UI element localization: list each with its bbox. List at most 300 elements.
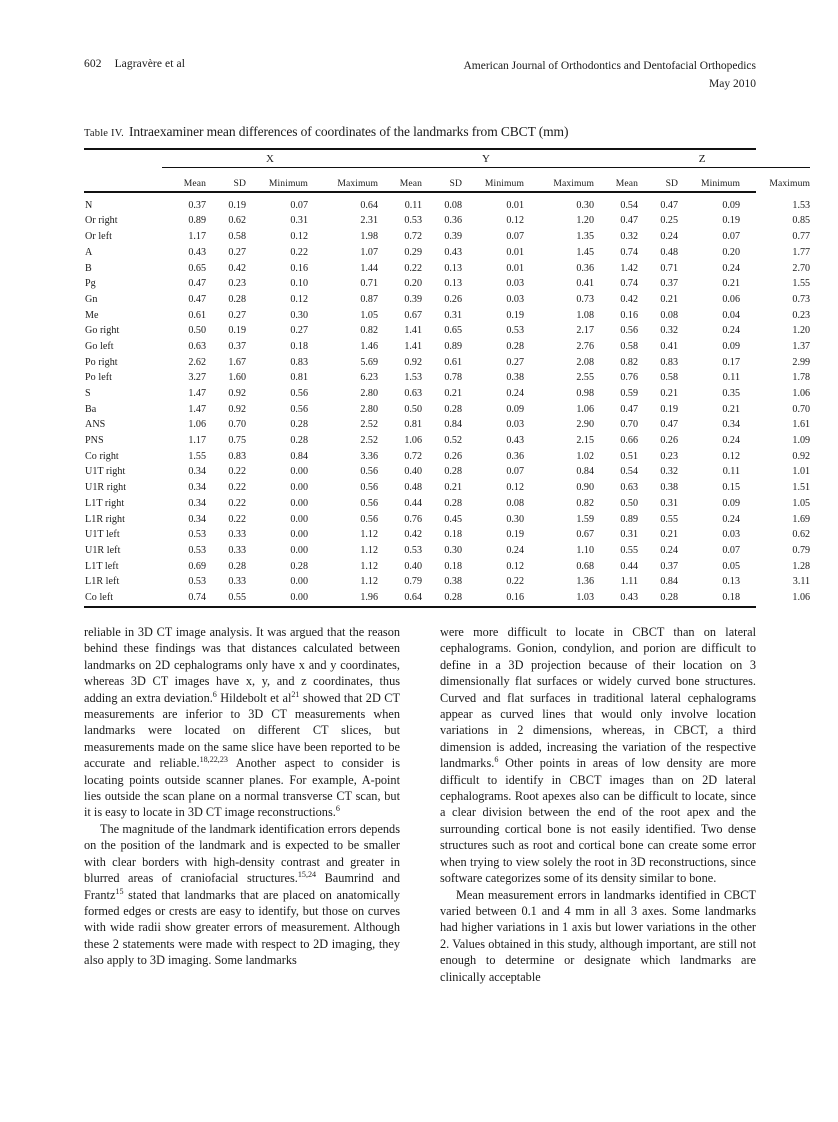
cell-z-minimum: 0.35 <box>722 388 741 400</box>
cell-y-minimum: 0.24 <box>506 388 525 400</box>
cell-y-sd: 0.28 <box>444 497 463 509</box>
cell-x-sd: 0.22 <box>228 513 246 525</box>
cell-x-maximum: 0.71 <box>360 278 379 290</box>
cell-z-maximum: 2.70 <box>792 262 811 274</box>
cell-y-mean: 0.76 <box>404 513 423 525</box>
column-header-y-sd: SD <box>449 178 463 189</box>
cell-y-sd: 0.18 <box>444 529 463 541</box>
cell-y-maximum: 0.36 <box>576 262 595 274</box>
cell-y-mean: 0.39 <box>404 293 423 305</box>
cell-x-minimum: 0.00 <box>290 513 308 525</box>
cell-x-minimum: 0.00 <box>290 576 308 588</box>
cell-x-maximum: 2.80 <box>360 403 379 415</box>
cell-z-mean: 0.58 <box>620 340 639 352</box>
cell-z-minimum: 0.09 <box>722 199 741 211</box>
cell-x-minimum: 0.27 <box>290 325 308 337</box>
cell-y-sd: 0.21 <box>444 388 463 400</box>
cell-y-sd: 0.84 <box>444 419 463 431</box>
cell-z-sd: 0.38 <box>660 482 679 494</box>
landmark-label: L1R left <box>85 576 120 588</box>
cell-y-minimum: 0.03 <box>506 293 525 305</box>
table-row <box>84 541 810 557</box>
cell-y-minimum: 0.22 <box>506 576 525 588</box>
cell-x-maximum: 0.56 <box>360 497 379 509</box>
cell-z-minimum: 0.24 <box>722 513 741 525</box>
cell-y-sd: 0.18 <box>444 560 463 572</box>
cell-x-minimum: 0.18 <box>290 340 308 352</box>
cell-y-minimum: 0.12 <box>506 482 525 494</box>
cell-z-sd: 0.28 <box>660 591 679 603</box>
table-row <box>84 384 810 400</box>
cell-x-sd: 0.33 <box>228 544 246 556</box>
cell-z-minimum: 0.05 <box>722 560 741 572</box>
cell-y-minimum: 0.16 <box>506 591 525 603</box>
cell-z-maximum: 1.51 <box>792 482 811 494</box>
cell-z-mean: 0.44 <box>620 560 639 572</box>
cell-x-minimum: 0.00 <box>290 466 308 478</box>
cell-y-maximum: 2.55 <box>576 372 595 384</box>
cell-x-mean: 0.43 <box>188 246 206 258</box>
landmark-label: Po left <box>85 372 112 384</box>
cell-z-mean: 0.59 <box>620 388 639 400</box>
cell-x-mean: 0.34 <box>188 482 206 494</box>
table-row <box>84 462 810 478</box>
cell-x-sd: 0.27 <box>228 246 246 258</box>
cell-x-sd: 0.37 <box>228 340 246 352</box>
cell-x-maximum: 5.69 <box>360 356 379 368</box>
landmark-label: B <box>85 262 92 274</box>
cell-x-minimum: 0.31 <box>290 215 308 227</box>
cell-y-sd: 0.65 <box>444 325 463 337</box>
cell-x-sd: 0.42 <box>228 262 246 274</box>
cell-z-mean: 0.66 <box>620 435 639 447</box>
lp1-part4: Another aspect to consider is locating points outside scanner planes. For example, A-point lies outside the scan plane on a normal transverse CT scan, but it is easy to locate in 3D CT image reconstructions. <box>84 756 400 820</box>
cell-y-sd: 0.61 <box>444 356 463 368</box>
landmark-label: Co right <box>85 450 119 462</box>
cell-y-maximum: 1.45 <box>576 246 595 258</box>
cell-z-sd: 0.71 <box>660 262 679 274</box>
lp1-part2: Hildebolt et al <box>216 690 292 705</box>
cell-z-minimum: 0.20 <box>722 246 741 258</box>
landmark-label: Me <box>85 309 99 321</box>
cell-y-minimum: 0.36 <box>506 450 525 462</box>
cell-x-sd: 0.28 <box>228 560 246 572</box>
cell-x-maximum: 1.05 <box>360 309 379 321</box>
citation-ref: 15 <box>115 886 124 896</box>
table-row <box>84 509 810 525</box>
cell-z-maximum: 1.09 <box>792 435 811 447</box>
cell-x-maximum: 0.56 <box>360 513 379 525</box>
landmark-label: Or right <box>85 215 118 227</box>
column-header-x-sd: SD <box>233 178 246 189</box>
cell-x-minimum: 0.00 <box>290 544 308 556</box>
cell-x-mean: 0.89 <box>188 215 206 227</box>
running-head-right <box>463 58 756 94</box>
cell-x-mean: 0.53 <box>188 529 206 541</box>
cell-y-mean: 0.48 <box>404 482 423 494</box>
cell-z-sd: 0.47 <box>660 419 679 431</box>
cell-z-maximum: 1.77 <box>792 246 811 258</box>
cell-z-maximum: 1.37 <box>792 340 811 352</box>
cell-y-maximum: 2.90 <box>576 419 595 431</box>
cell-z-sd: 0.19 <box>660 403 679 415</box>
cell-z-maximum: 1.06 <box>792 388 811 400</box>
table-row <box>84 305 810 321</box>
cell-y-maximum: 2.08 <box>576 356 595 368</box>
cell-z-maximum: 1.69 <box>792 513 811 525</box>
column-header-y-maximum: Maximum <box>553 178 595 189</box>
cell-y-minimum: 0.12 <box>506 215 525 227</box>
table-row <box>84 525 810 541</box>
landmark-label: Go left <box>85 340 114 352</box>
cell-z-mean: 0.31 <box>620 529 639 541</box>
cell-z-maximum: 0.62 <box>792 529 811 541</box>
cell-z-mean: 1.11 <box>620 576 639 588</box>
cell-z-minimum: 0.18 <box>722 591 741 603</box>
cell-y-minimum: 0.43 <box>506 435 525 447</box>
cell-y-minimum: 0.19 <box>506 529 525 541</box>
cell-x-mean: 0.50 <box>188 325 206 337</box>
cell-z-maximum: 1.05 <box>792 497 811 509</box>
cell-y-sd: 0.39 <box>444 231 463 243</box>
cell-z-maximum: 0.79 <box>792 544 811 556</box>
cell-x-mean: 1.17 <box>188 231 206 243</box>
cell-x-minimum: 0.56 <box>290 403 308 415</box>
left-paragraph-2 <box>84 821 400 969</box>
cell-z-minimum: 0.12 <box>722 450 741 462</box>
table-title: Intraexaminer mean differences of coordinates of the landmarks from CBCT (mm) <box>128 124 569 139</box>
cell-z-maximum: 1.28 <box>792 560 811 572</box>
cell-y-sd: 0.31 <box>444 309 463 321</box>
cell-x-maximum: 3.36 <box>360 450 379 462</box>
cell-y-mean: 0.79 <box>404 576 423 588</box>
table-group-header-row <box>84 148 810 168</box>
cell-z-mean: 0.50 <box>620 497 639 509</box>
cell-x-maximum: 1.12 <box>360 544 379 556</box>
column-header-z-sd: SD <box>665 178 679 189</box>
cell-z-minimum: 0.11 <box>722 466 741 478</box>
cell-z-maximum: 0.92 <box>792 450 811 462</box>
cell-y-mean: 0.53 <box>404 544 423 556</box>
cell-z-minimum: 0.17 <box>722 356 741 368</box>
cell-x-maximum: 0.87 <box>360 293 379 305</box>
table-top-rule <box>84 148 756 150</box>
landmark-label: Ba <box>85 403 97 415</box>
landmark-label: L1R right <box>85 513 125 525</box>
table-row <box>84 227 810 243</box>
cell-z-sd: 0.58 <box>660 372 679 384</box>
landmark-label: Pg <box>85 278 96 290</box>
cell-z-sd: 0.24 <box>660 544 679 556</box>
cell-y-minimum: 0.53 <box>506 325 525 337</box>
cell-y-minimum: 0.19 <box>506 309 525 321</box>
cell-z-minimum: 0.24 <box>722 262 741 274</box>
table-row <box>84 337 810 353</box>
cell-z-mean: 0.42 <box>620 293 639 305</box>
cell-x-minimum: 0.56 <box>290 388 308 400</box>
cell-x-mean: 1.55 <box>188 450 206 462</box>
cell-x-maximum: 2.31 <box>360 215 379 227</box>
cell-y-maximum: 1.59 <box>576 513 595 525</box>
cell-x-maximum: 2.80 <box>360 388 379 400</box>
cell-y-maximum: 0.68 <box>576 560 595 572</box>
cell-x-mean: 1.17 <box>188 435 206 447</box>
table-row <box>84 193 810 212</box>
cell-x-maximum: 1.44 <box>360 262 379 274</box>
cell-y-maximum: 0.98 <box>576 388 595 400</box>
cell-z-mean: 0.89 <box>620 513 639 525</box>
table-row <box>84 290 810 306</box>
cell-x-sd: 0.62 <box>228 215 246 227</box>
table-row <box>84 478 810 494</box>
cell-x-mean: 2.62 <box>188 356 206 368</box>
cell-y-maximum: 1.06 <box>576 403 595 415</box>
landmark-differences-table <box>84 148 810 608</box>
cell-x-sd: 0.58 <box>228 231 246 243</box>
table-row <box>84 243 810 259</box>
cell-x-mean: 0.53 <box>188 576 206 588</box>
cell-y-mean: 0.40 <box>404 560 423 572</box>
cell-y-maximum: 1.36 <box>576 576 595 588</box>
cell-x-mean: 1.47 <box>188 388 206 400</box>
cell-z-mean: 0.47 <box>620 215 639 227</box>
cell-x-minimum: 0.28 <box>290 435 308 447</box>
cell-x-mean: 1.06 <box>188 419 206 431</box>
cell-x-maximum: 2.52 <box>360 435 379 447</box>
table-row <box>84 588 810 604</box>
cell-x-sd: 0.55 <box>228 591 246 603</box>
cell-z-minimum: 0.34 <box>722 419 741 431</box>
cell-z-mean: 0.43 <box>620 591 639 603</box>
cell-z-sd: 0.21 <box>660 529 679 541</box>
cell-z-maximum: 1.61 <box>792 419 811 431</box>
table-bottom-rule <box>84 603 810 607</box>
cell-y-mean: 0.22 <box>404 262 423 274</box>
landmark-label: Co left <box>85 591 114 603</box>
cell-z-sd: 0.32 <box>660 325 679 337</box>
cell-x-mean: 0.47 <box>188 293 206 305</box>
column-header-z-mean: Mean <box>615 178 639 189</box>
cell-y-mean: 0.50 <box>404 403 423 415</box>
cell-x-mean: 0.34 <box>188 513 206 525</box>
cell-y-maximum: 0.67 <box>576 529 595 541</box>
cell-x-sd: 0.27 <box>228 309 246 321</box>
table-caption <box>84 124 756 140</box>
cell-x-sd: 0.83 <box>228 450 246 462</box>
cell-y-maximum: 1.03 <box>576 591 595 603</box>
landmark-label: N <box>85 199 93 211</box>
cell-z-sd: 0.31 <box>660 497 679 509</box>
cell-x-minimum: 0.84 <box>290 450 308 462</box>
table-bottom-rule-row <box>84 603 810 607</box>
group-header-z: Z <box>594 148 810 168</box>
cell-y-maximum: 1.20 <box>576 215 595 227</box>
cell-z-mean: 1.42 <box>620 262 639 274</box>
cell-z-minimum: 0.06 <box>722 293 741 305</box>
landmark-label: Or left <box>85 231 112 243</box>
cell-y-minimum: 0.28 <box>506 340 525 352</box>
cell-z-maximum: 1.53 <box>792 199 811 211</box>
left-column <box>84 624 400 985</box>
cell-x-minimum: 0.00 <box>290 529 308 541</box>
cell-z-maximum: 0.23 <box>792 309 811 321</box>
cell-x-minimum: 0.00 <box>290 591 308 603</box>
cell-y-sd: 0.28 <box>444 403 463 415</box>
cell-z-mean: 0.74 <box>620 278 639 290</box>
cell-z-maximum: 1.06 <box>792 591 811 603</box>
cell-x-mean: 0.63 <box>188 340 206 352</box>
cell-y-sd: 0.45 <box>444 513 463 525</box>
citation-ref: 6 <box>494 755 499 765</box>
landmark-label: U1R right <box>85 482 127 494</box>
cell-x-mean: 0.74 <box>188 591 206 603</box>
cell-y-sd: 0.13 <box>444 278 463 290</box>
column-header-y-mean: Mean <box>399 178 423 189</box>
cell-x-minimum: 0.22 <box>290 246 308 258</box>
cell-x-maximum: 1.46 <box>360 340 379 352</box>
cell-x-mean: 0.34 <box>188 497 206 509</box>
cell-z-minimum: 0.03 <box>722 529 741 541</box>
lp1-part3: showed that 2D CT measurements are inferior to 3D CT measurements when landmarks were located on different CT slices, but measurements made on the same slice have been reported to be accurate and reliable. <box>84 690 400 771</box>
cell-z-mean: 0.55 <box>620 544 639 556</box>
cell-y-sd: 0.52 <box>444 435 463 447</box>
cell-z-sd: 0.55 <box>660 513 679 525</box>
cell-x-maximum: 0.82 <box>360 325 379 337</box>
cell-y-sd: 0.13 <box>444 262 463 274</box>
cell-y-minimum: 0.07 <box>506 231 525 243</box>
cell-x-mean: 3.27 <box>188 372 206 384</box>
cell-y-sd: 0.28 <box>444 466 463 478</box>
cell-x-sd: 0.28 <box>228 293 246 305</box>
cell-y-maximum: 0.30 <box>576 199 595 211</box>
cell-y-mean: 0.53 <box>404 215 423 227</box>
cell-y-maximum: 0.73 <box>576 293 595 305</box>
cell-x-mean: 0.65 <box>188 262 206 274</box>
cell-x-sd: 0.22 <box>228 497 246 509</box>
cell-y-mean: 0.72 <box>404 231 423 243</box>
cell-y-mean: 0.20 <box>404 278 423 290</box>
cell-y-minimum: 0.24 <box>506 544 525 556</box>
cell-z-maximum: 0.85 <box>792 215 811 227</box>
table-row <box>84 258 810 274</box>
issue-date: May 2010 <box>709 77 756 90</box>
cell-y-mean: 0.67 <box>404 309 423 321</box>
cell-y-mean: 0.64 <box>404 591 423 603</box>
cell-x-sd: 0.92 <box>228 388 246 400</box>
cell-x-mean: 0.61 <box>188 309 206 321</box>
cell-z-sd: 0.83 <box>660 356 679 368</box>
cell-y-maximum: 1.08 <box>576 309 595 321</box>
cell-x-minimum: 0.28 <box>290 419 308 431</box>
cell-y-mean: 0.11 <box>404 199 423 211</box>
cell-x-maximum: 1.12 <box>360 529 379 541</box>
page-number: 602 <box>84 58 102 70</box>
cell-x-sd: 0.33 <box>228 576 246 588</box>
table-label: Table IV. <box>84 128 124 139</box>
table-row <box>84 352 810 368</box>
cell-x-maximum: 1.98 <box>360 231 379 243</box>
cell-y-mean: 1.06 <box>404 435 423 447</box>
landmark-label: S <box>85 388 91 400</box>
left-paragraph-1 <box>84 624 400 821</box>
cell-z-minimum: 0.13 <box>722 576 741 588</box>
cell-y-minimum: 0.27 <box>506 356 525 368</box>
cell-x-sd: 0.23 <box>228 278 246 290</box>
cell-z-mean: 0.70 <box>620 419 639 431</box>
cell-y-minimum: 0.30 <box>506 513 525 525</box>
cell-x-sd: 0.92 <box>228 403 246 415</box>
cell-x-mean: 0.69 <box>188 560 206 572</box>
cell-z-minimum: 0.21 <box>722 278 741 290</box>
cell-x-minimum: 0.07 <box>290 199 308 211</box>
cell-x-mean: 0.37 <box>188 199 206 211</box>
body-text <box>84 624 756 985</box>
lp2-part3: stated that landmarks that are placed on anatomically formed edges or crests are easy to identify, but those on curves with wide radii show greater errors of measurement. Although these 2 statements were made with respect to 2D imaging, they also apply to 3D imaging. Some landmarks <box>84 887 400 968</box>
landmark-label: PNS <box>85 435 104 447</box>
citation-ref: 21 <box>291 689 300 699</box>
cell-x-minimum: 0.81 <box>290 372 308 384</box>
cell-y-maximum: 1.10 <box>576 544 595 556</box>
table-row <box>84 211 810 227</box>
cell-y-sd: 0.26 <box>444 293 463 305</box>
column-header-x-maximum: Maximum <box>337 178 379 189</box>
cell-x-sd: 0.19 <box>228 199 246 211</box>
table-row <box>84 572 810 588</box>
cell-z-minimum: 0.04 <box>722 309 741 321</box>
cell-x-sd: 0.75 <box>228 435 246 447</box>
table-row <box>84 321 810 337</box>
cell-z-sd: 0.84 <box>660 576 679 588</box>
cell-x-minimum: 0.28 <box>290 560 308 572</box>
cell-x-maximum: 1.12 <box>360 576 379 588</box>
cell-z-maximum: 1.55 <box>792 278 811 290</box>
cell-x-sd: 0.19 <box>228 325 246 337</box>
table-row <box>84 431 810 447</box>
cell-z-minimum: 0.09 <box>722 497 741 509</box>
cell-z-minimum: 0.07 <box>722 544 741 556</box>
cell-x-minimum: 0.12 <box>290 231 308 243</box>
cell-y-sd: 0.30 <box>444 544 463 556</box>
cell-z-sd: 0.48 <box>660 246 679 258</box>
lp2-part1: The magnitude of the landmark identification errors depends on the position of the landmark and is expected to be smaller with clear borders with high-density contrast and greater in blurred areas of craniofacial structures. <box>84 821 400 886</box>
cell-z-sd: 0.37 <box>660 560 679 572</box>
landmark-label: U1R left <box>85 544 121 556</box>
table-row <box>84 368 810 384</box>
cell-x-minimum: 0.30 <box>290 309 308 321</box>
cell-x-minimum: 0.00 <box>290 497 308 509</box>
cell-y-minimum: 0.09 <box>506 403 525 415</box>
cell-x-maximum: 0.64 <box>360 199 379 211</box>
cell-x-sd: 1.67 <box>228 356 246 368</box>
cell-z-maximum: 1.01 <box>792 466 811 478</box>
cell-x-maximum: 1.12 <box>360 560 379 572</box>
cell-z-mean: 0.54 <box>620 466 639 478</box>
cell-z-mean: 0.74 <box>620 246 639 258</box>
cell-z-mean: 0.76 <box>620 372 639 384</box>
column-header-landmark <box>84 168 162 192</box>
cell-y-minimum: 0.12 <box>506 560 525 572</box>
cell-z-mean: 0.47 <box>620 403 639 415</box>
running-head-authors: Lagravère et al <box>114 58 186 70</box>
landmark-label: L1T left <box>85 560 119 572</box>
cell-y-minimum: 0.08 <box>506 497 525 509</box>
cell-y-minimum: 0.38 <box>506 372 525 384</box>
cell-z-mean: 0.82 <box>620 356 639 368</box>
cell-y-maximum: 0.82 <box>576 497 595 509</box>
cell-z-sd: 0.23 <box>660 450 679 462</box>
cell-y-mean: 0.40 <box>404 466 423 478</box>
cell-y-maximum: 0.90 <box>576 482 595 494</box>
